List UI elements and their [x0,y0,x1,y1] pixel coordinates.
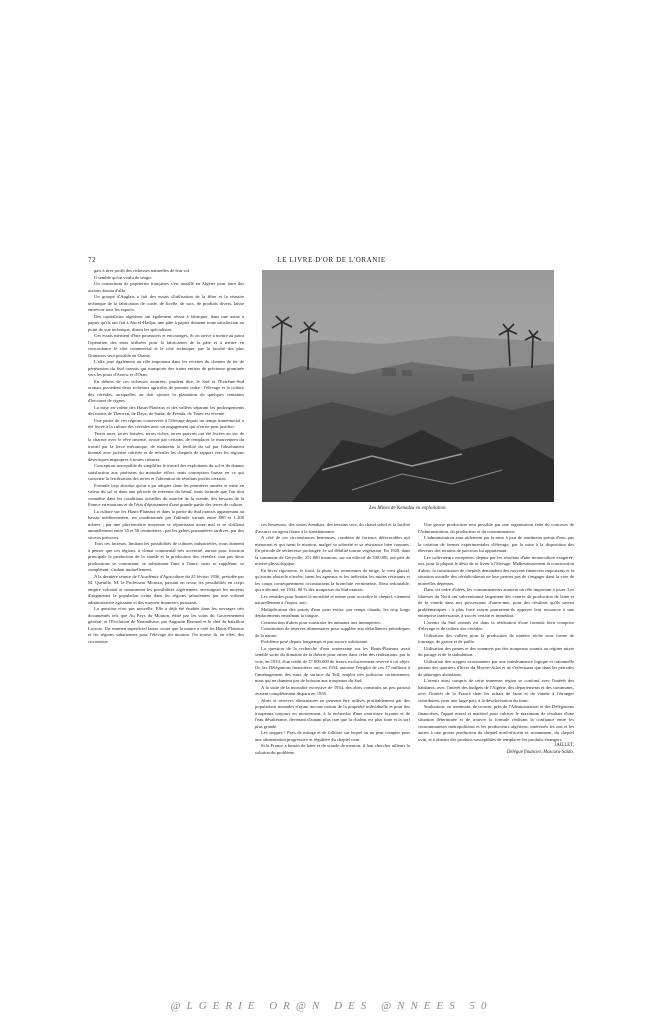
paragraph: Un groupe d'Anglais a fait des essais d'utilisation de la fibre et la réussite technique de la fabrication de corde, de ficelle, de sacs, de produits divers, laisse entrevoir tous les espoirs. [88,294,244,312]
page-number: 72 [88,256,97,264]
paragraph: A la dernière séance de l'Académie d'Agriculture du 25 février 1936, présidée par M. Queuille, M. le Professeur Moussu, passant en revue les possibilités en corps empire colonial et notamment les possibilités algériennes, envisageait les moyens d'augmenter la population ovine dans les régions sahariennes par une volonté administrative agissante et des moyens financiers puissants. [88,573,244,605]
paragraph: La mise en valeur des Hauts-Plateaux et des vallées séparant les prolongements des monts de Tlemcen, de Daya, de Saïda, de Frenda, de Tiaret est récente. [88,404,244,416]
running-title: LE LIVRE D'OR DE L'ORANIE [277,256,386,264]
paragraph: Une partie de ces régions conservées à l'élevage depuis un temps immémorial a été livrée à la culture des céréales avec un engagement qui n'en ne peut justifier. [88,417,244,429]
paragraph: Dans cet ordre d'idées, les consommateurs auraient un rôle important à jouer. Les filateurs du Nord ont subventionné largement des centres de production de laine et de la viande dans nos possessions d'outre-mer, pour des résultats qu'ils savent problématiques ; à plus forte raison pourraient-ils appuyer leur ressource à une entreprise intéressante, à succès certain et immédiat. [418,587,574,618]
paragraph: ces heureuses, des vastes étendues, des terrains secs, du chaud soleil et la facilité d'assurer un agent fixant à la transhumance. [255,522,410,534]
paragraph: Les steppes ! Pays de mirage et de folklore sur lequel on ne peut compter pour une alimentation progressive et régulière du cheptel ovin. [255,730,410,742]
paragraph: En dehors de ces richesses assurées, prudent dire, le Sud et l'Extrême-Sud oranais possèdent deux richesses agricoles de premier ordre : l'élevage et la culture des céréales, auxquelles on doit ajouter la plantation de quelques centaines d'hectares de vignes. [88,378,244,403]
paragraph: En hiver rigoureux, le froid, la pluie, les tourmentes de neige, le vent glacial, qu'aucun obstacle n'arrête, tuent les agneaux et les individus les moins résistants et les coups conséquemment occasionnent la bronchite vermineuse, fléau redoutable, qui a décimé, en 1934, 80 % des troupeaux du Sud oranais. [255,567,410,592]
footer-watermark: @LGERIE OR@N DES @NNEES 50 [170,1000,493,1012]
paragraph: Les cultivateurs européens, depuis par les résultats d'une monoculture exagérée, ont, pour la plupart le désir de se livrer à l'élevage. Malheureusement la construction d'abris, la constitution de cheptels demandent des moyens financiers importants et la situation actuelle des céréaliculteurs ne leur permet pas de s'engager dans la voie de nouvelles dépenses. [418,554,574,586]
paragraph: Constitution de réserves alimentaires pour suppléer aux défaillances périodiques de la nature. [255,626,410,638]
paragraph: gais à tirer profit des richesses naturelles de leur sol. [94,268,191,273]
paragraph: Souhaitons, en terminant, de trouver, près de l'Administration et des Délégations financières, l'appui moral et matériel pour cultiver le maximum de résultats d'une situation déterminée et de trouver la formule réalisant la confiance entre les consommateurs métropolitains et les producteurs algériens, intéressés les uns et les autres à une grosse production du cheptel nord-africain et, notamment, du cheptel ovin, et à obtenir des produits susceptibles de remplacer les produits étrangers. [418,704,574,742]
paragraph: L'alfa joue également un rôle important dans les recettes du chemin de fer de pénétration du Sud oranais qui transporte des trains entiers de précieuse graminée vers les ports d'Arzew et d'Oran. [88,359,244,377]
paragraph: Multiplication des points d'eau pour éviter, par temps chauds, les trop longs déplacements entraînant la fatigue. [255,606,410,618]
paragraph: Ces essais méritent d'être poursuivis et encouragés. Si on arrive à mettre au point l'opération des eaux utilisées pour la fabrication de la pâte et à mettre en concordance le côté commercial et le côté technique, par la faculté des plus Oranaises sera possible en Oranie. [88,333,244,358]
paragraph: Des capitalistes algériens ont également réussi à fabriquer, dans une usine à papier qu'ils ont fait à Aïn-el-Hadjar, une pâte à papier donnant toute satisfaction au point de vue technique, disent les spécialistes. [88,313,244,332]
paragraph: A côté de ces circonstances heureuses, combien de facteurs défavorables qui menacent et qui tuent le mouton, malgré sa sobriété et sa résistance bien connues. En période de sécheresse prolongée, le sol débilité tourne végétation. En 1920, dans la commune de Géryville, 251.000 moutons, sur un effectif de 538.000, ont péri de misère physiologique. [255,535,410,566]
paragraph: La question n'est pas nouvelle. Elle a déjà été étudiée dans les ouvrages très documentés tels que Au Pays du Mouton, édité par les soins du Gouvernement général, et l'Evolution de Nomadisme, par Augustin Bernard et le chef de bataillon Lacroix. Un examen superficiel laisse croire que la nature a créé les Hauts-Plateaux et les régions sahariennes pour l'élevage du mouton. On trouve là, en effet, des circonstan- [88,606,244,644]
text-column-1 [88,268,244,978]
paragraph: Un consortium de papeteries françaises s'est installé en Algérie pour faire des actions drouta d'alfa. [88,281,244,293]
paragraph: Une grosse production sera possible par une organisation faite du concours de l'Administration, du producteur et du consommateur. [418,522,574,534]
paragraph: La question de la recherche d'eau souterraine sur les Hauts-Plateaux avait semblé sortir du domaine de la théorie pour entrer dans celui des réalisations, par le vote, en 1933, d'un crédit de 17.000.000 de francs exclusivement réservé à cet objet. Or, les Délégations financières ont, en 1934, autorisé l'emploi de ces 17 millions à l'aménagement des eaux de surface du Tell, emploi très judicieux certainement, mais qui ne donnera pas de boisson aux troupeaux du Sud. [255,645,410,683]
mine-photograph [262,270,554,502]
paragraph: La culture sur les Hauts-Plateaux et dans la partie du Sud oranais appartenant au bassin méditerranéen, est conditionnée par l'altitude variant entre 800 et 1.200 mètres ; par une pluviométrie moyenne se répartissant assez mal et se chiffrant annuellement entre 35 et 50 centimètres ; par les gelées printanières tardives, par des sirocos précoces. [88,508,244,540]
paragraph: L'administration aura utilement par la mise à jour de nombreux points d'eau, par la création de fermes expérimentales d'élevage, par la mise à la disposition des éleveurs des terrains de parcours lui appartenant. [418,535,574,553]
text-column-3 [418,522,574,978]
paragraph: L'avenir du Sud oranais est dans la réalisation d'une formule bien comprise d'élevage et de culture des céréales. [418,619,574,631]
paragraph: Terres nues, terres boisées, terres riches, terres pauvres ont été livrées au soc de la charrue avec le rêve insensé, avoué par certains, de remplacer le mouvement du travail par la force mécanique, de maintenir la fertilité du sol par l'absolument biennal avec jachère cultivée et de refouler les cheptels de rapport vers les régions désertiques impropres à toutes cultures. [88,430,244,462]
text-column-3-body [418,522,574,743]
author-title: Délégué financier, Mascara-Saïda. [506,749,574,755]
paragraph: Les remèdes pour limiter la mortalité et même pour accroître le cheptel, viennent naturellement à l'esprit, soit : [255,593,410,605]
paragraph: Tous ces facteurs, limitant les possibilités de cultures industrielles, nous donnent à penser que ces régions, à climat continental très accentué, auront pour fonction principale la production de la viande et la production des céréales, non pas deux productions se contrariant, se substituant l'une à l'autre, mais se suppléant, se complétant, s'aidant mutuellement. [88,541,244,572]
paragraph: Construction d'abris pour soustraire les animaux aux intempéries. [261,619,382,625]
text-column-2 [255,522,410,978]
author-signature: JAILLET, [554,743,574,748]
paragraph: Conception susceptible de simplifier le travail des exploitants du sol et de donner satisfaction aux partisans du moindre effort, mais conception fausse en ce qui concerne la fertilisation des terres et l'obtention de résultats profits certains. [88,463,244,481]
paragraph: A la suite de la mortalité excessive de 1934, des abris construits un peu partout avaient complètement disparu en 1935. [255,684,410,696]
paragraph: Si la France a besoin de laine et de viande de mouton, il faut chercher ailleurs la solution du problème. [255,743,410,755]
paragraph: Utilisation des vallées pour la production de matière sèche sous forme de fourrage, de grains et de paille. [418,632,574,644]
paragraph: L'avenir ainsi compris de cette immense région se confond avec l'intérêt des habitants, avec l'intérêt des budgets de l'Algérie, des départements et des communes, avec l'intérêt de la France dont les achats de laine et de viande à l'étranger contribuent, pour une large part, à la dévalorisation du franc. [418,678,574,703]
photo-caption: Les Mines de Kenadza en exploitation. [369,506,447,511]
paragraph: Formule trop absolue qu'on a pu adopter dans les premières années et mise en valeur du sol et dans une période de mévente du bétail, mais formule que l'on doit connaître dans les conditions actuelles du marché de la viande, des besoins de la France en moutons et de l'état d'épuisement d'une grande partie des terres de culture. [88,482,244,507]
paragraph: Utilisation des pentes et des sommets par des troupeaux soumis au régime mixte du pacage et de la stabulation. [418,645,574,657]
paragraph: Problème posé depuis longtemps et pas encore solutionné. [261,639,369,644]
paragraph: Utilisation des steppes avoisinantes par une transhumance logique et rationnelle partant des quartiers d'hiver du Moyen-Atlas et ne s'effectuant que dans les périodes de pâturages abondants. [418,658,574,677]
paragraph: Abris et réserves alimentaires ne peuvent être utilisés profitablement par des populations nomades n'ayant aucune notion de la propriété individuelle et pour des troupeaux toujours en mouvement, à la recherche d'une nourriture fuyante et de l'eau désaltérante, devenant d'autant plus rare que la chaleur est plus forte et la soif plus grande. [255,697,410,729]
paragraph: Il semble qu'on voulu de réagir. [94,274,152,280]
